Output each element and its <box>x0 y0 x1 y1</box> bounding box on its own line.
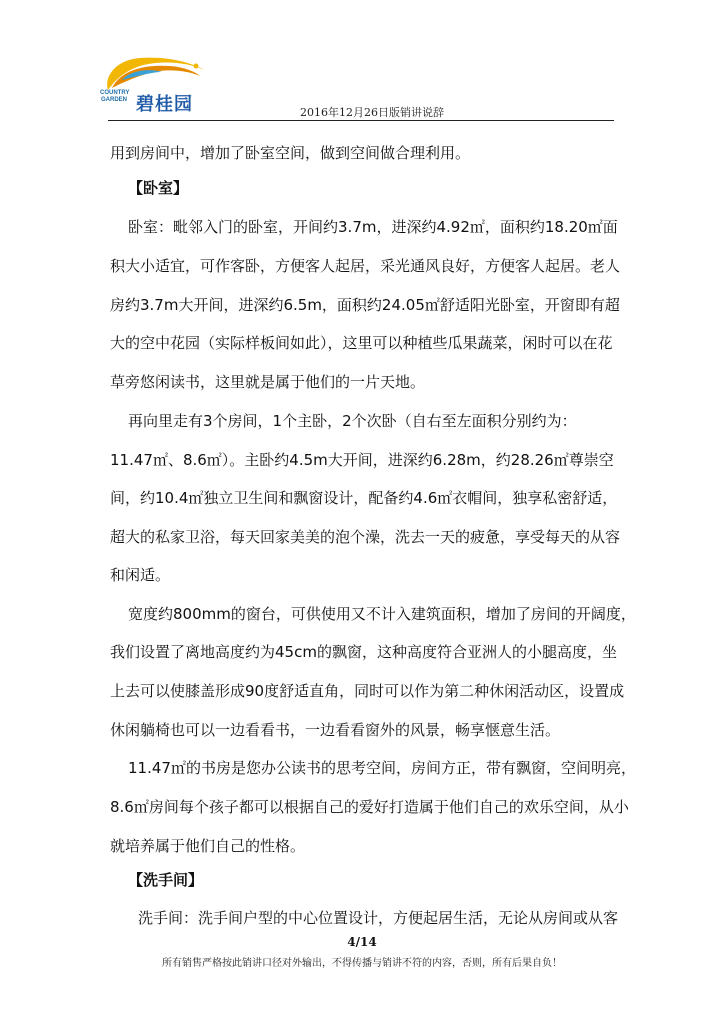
section-heading-bedroom: 【卧室】 <box>128 179 189 197</box>
header-divider <box>108 120 614 121</box>
paragraph-line: 11.47㎡的书房是您办公读书的思考空间，房间方正，带有飘窗，空间明亮， <box>128 759 636 777</box>
page-number: 4/14 <box>347 935 377 949</box>
paragraph-line: 间，约10.4㎡独立卫生间和飘窗设计，配备约4.6㎡衣帽间，独享私密舒适， <box>110 489 618 507</box>
paragraph-line: 上去可以使膝盖形成90度舒适直角，同时可以作为第二种休闲活动区，设置成 <box>110 682 625 700</box>
paragraph-line: 洗手间：洗手间户型的中心位置设计，方便起居生活，无论从房间或从客 <box>138 909 619 927</box>
footer-notice: 所有销售严格按此销讲口径对外输出，不得传播与销讲不符的内容，否则，所有后果自负！ <box>162 958 562 969</box>
paragraph-line: 我们设置了离地高度约为45cm的飘窗，这种高度符合亚洲人的小腿高度，坐 <box>110 643 617 661</box>
paragraph-line: 大的空中花园（实际样板间如此），这里可以种植些瓜果蔬菜，闲时可以在花 <box>110 334 613 352</box>
document-title: 2016年12月26日版销讲说辞 <box>300 106 444 119</box>
section-heading-washroom: 【洗手间】 <box>128 871 204 889</box>
paragraph-line: 就培养属于他们自己的性格。 <box>110 837 306 855</box>
paragraph-line: 超大的私家卫浴，每天回家美美的泡个澡，洗去一天的疲惫，享受每天的从容 <box>110 528 621 546</box>
paragraph-line: 和闲适。 <box>110 566 171 584</box>
paragraph-line: 休闲躺椅也可以一边看看书，一边看看窗外的风景，畅享惬意生活。 <box>110 721 561 739</box>
paragraph-line: 再向里走有3个房间，1个主卧，2个次卧（自右至左面积分别约为： <box>128 412 577 430</box>
paragraph-line: 草旁悠闲读书，这里就是属于他们的一片天地。 <box>110 373 426 391</box>
logo-swirl-icon <box>100 50 210 92</box>
company-logo <box>100 50 220 120</box>
paragraph-line: 用到房间中，增加了卧室空间，做到空间做合理利用。 <box>110 144 471 162</box>
logo-english-text: COUNTRY GARDEN <box>100 90 130 103</box>
paragraph-line: 宽度约800mm的窗台，可供使用又不计入建筑面积，增加了房间的开阔度， <box>128 605 636 623</box>
paragraph-line: 房约3.7m大开间，进深约6.5m，面积约24.05㎡舒适阳光卧室，开窗即有超 <box>110 296 620 314</box>
paragraph-line: 11.47㎡、8.6㎡）。主卧约4.5m大开间，进深约6.28m，约28.26㎡尊崇空 <box>110 451 614 469</box>
logo-chinese-text: 碧桂园 <box>136 94 193 115</box>
paragraph-line: 积大小适宜，可作客卧，方便客人起居，采光通风良好，方便客人起居。老人 <box>110 257 621 275</box>
paragraph-line: 卧室：毗邻入门的卧室，开间约3.7m，进深约4.92㎡，面积约18.20㎡面 <box>128 218 618 236</box>
paragraph-line: 8.6㎡房间每个孩子都可以根据自己的爱好打造属于他们自己的欢乐空间，从小 <box>110 798 629 816</box>
